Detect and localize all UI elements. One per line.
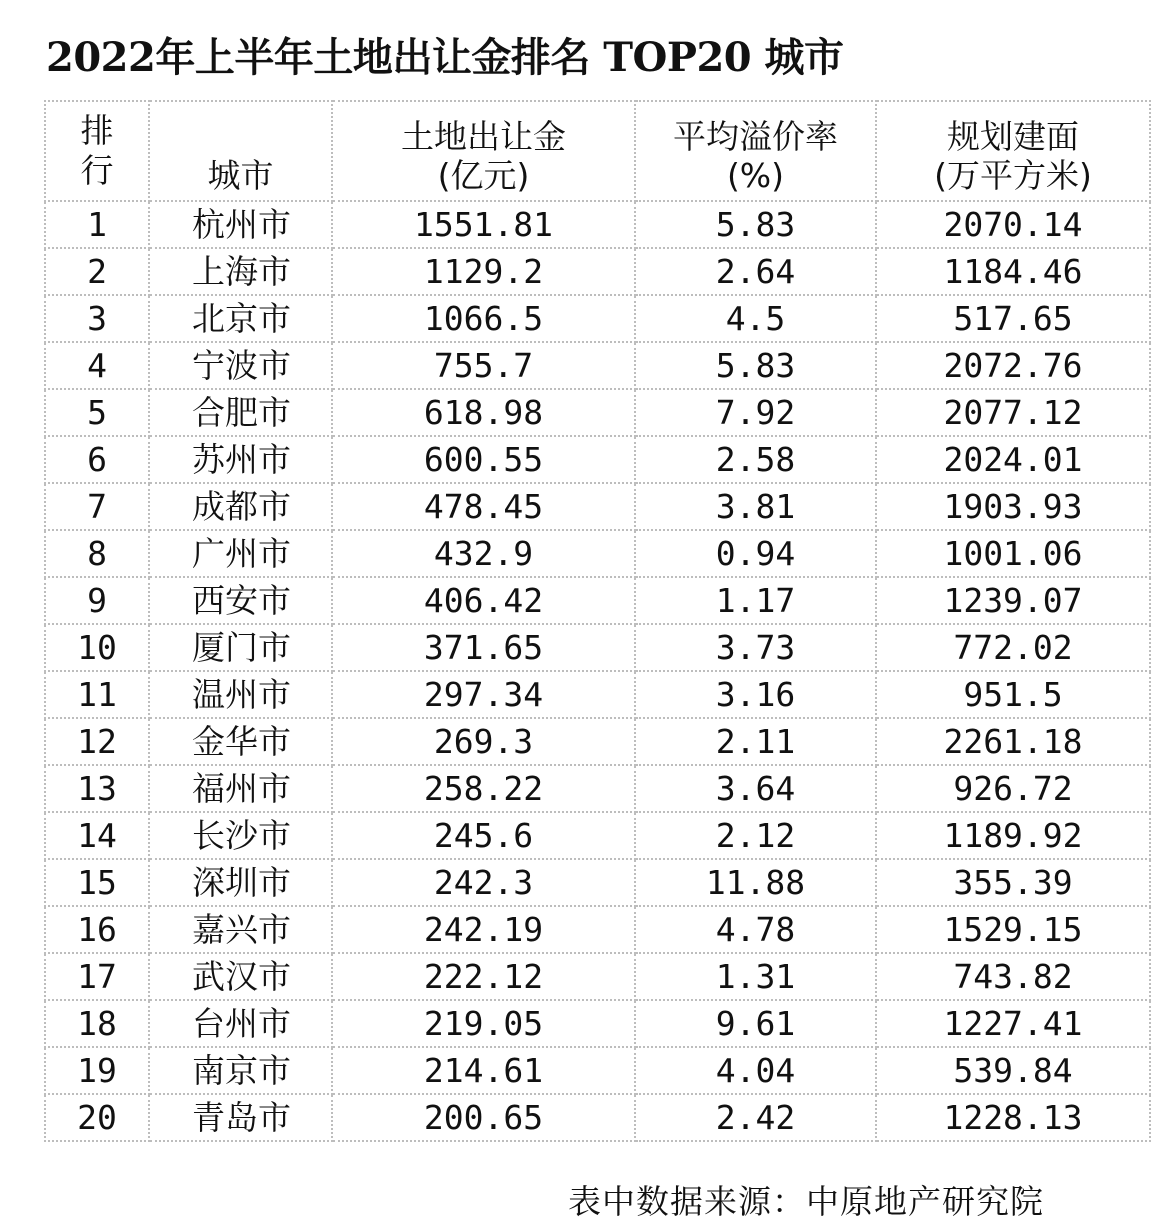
- cell-revenue: 245.6: [332, 812, 635, 859]
- cell-area: 2024.01: [876, 436, 1150, 483]
- cell-city: 合肥市: [149, 389, 332, 436]
- cell-revenue: 222.12: [332, 953, 635, 1000]
- cell-rank: 7: [45, 483, 149, 530]
- cell-rank: 15: [45, 859, 149, 906]
- cell-area: 2070.14: [876, 201, 1150, 248]
- header-area-line2: (万平方米): [934, 156, 1092, 196]
- cell-rank: 4: [45, 342, 149, 389]
- table-row: [45, 765, 1150, 812]
- cell-city: 成都市: [149, 483, 332, 530]
- cell-rank: 16: [45, 906, 149, 953]
- cell-area: 2072.76: [876, 342, 1150, 389]
- cell-city: 西安市: [149, 577, 332, 624]
- cell-premium: 1.31: [635, 953, 876, 1000]
- cell-rank: 10: [45, 624, 149, 671]
- cell-revenue: 1551.81: [332, 201, 635, 248]
- cell-rank: 12: [45, 718, 149, 765]
- cell-area: 1239.07: [876, 577, 1150, 624]
- cell-city: 台州市: [149, 1000, 332, 1047]
- cell-premium: 5.83: [635, 201, 876, 248]
- cell-premium: 2.64: [635, 248, 876, 295]
- header-premium: [635, 101, 876, 201]
- cell-city: 嘉兴市: [149, 906, 332, 953]
- cell-rank: 3: [45, 295, 149, 342]
- cell-area: 926.72: [876, 765, 1150, 812]
- cell-area: 1189.92: [876, 812, 1150, 859]
- ranking-table: [44, 100, 1151, 1142]
- cell-area: 1184.46: [876, 248, 1150, 295]
- header-rank: [45, 101, 149, 201]
- table-row: [45, 577, 1150, 624]
- cell-premium: 2.58: [635, 436, 876, 483]
- cell-revenue: 214.61: [332, 1047, 635, 1094]
- cell-area: 951.5: [876, 671, 1150, 718]
- cell-city: 福州市: [149, 765, 332, 812]
- table-row: [45, 1047, 1150, 1094]
- cell-rank: 8: [45, 530, 149, 577]
- cell-premium: 2.12: [635, 812, 876, 859]
- table-row: [45, 859, 1150, 906]
- cell-city: 上海市: [149, 248, 332, 295]
- cell-area: 355.39: [876, 859, 1150, 906]
- cell-area: 772.02: [876, 624, 1150, 671]
- cell-city: 宁波市: [149, 342, 332, 389]
- header-rank-line1: 排: [80, 111, 114, 151]
- cell-revenue: 242.3: [332, 859, 635, 906]
- table-row: [45, 671, 1150, 718]
- cell-premium: 3.81: [635, 483, 876, 530]
- cell-rank: 20: [45, 1094, 149, 1141]
- header-area: [876, 101, 1150, 201]
- table-row: [45, 624, 1150, 671]
- cell-revenue: 600.55: [332, 436, 635, 483]
- cell-revenue: 755.7: [332, 342, 635, 389]
- cell-rank: 1: [45, 201, 149, 248]
- cell-rank: 19: [45, 1047, 149, 1094]
- cell-premium: 3.73: [635, 624, 876, 671]
- cell-area: 539.84: [876, 1047, 1150, 1094]
- cell-revenue: 432.9: [332, 530, 635, 577]
- cell-rank: 9: [45, 577, 149, 624]
- cell-premium: 3.16: [635, 671, 876, 718]
- header-city: 城市: [149, 101, 332, 201]
- cell-area: 2077.12: [876, 389, 1150, 436]
- cell-premium: 0.94: [635, 530, 876, 577]
- header-revenue-line1: 土地出让金: [401, 116, 566, 156]
- cell-premium: 4.5: [635, 295, 876, 342]
- cell-area: 2261.18: [876, 718, 1150, 765]
- cell-rank: 11: [45, 671, 149, 718]
- cell-premium: 7.92: [635, 389, 876, 436]
- table-row: [45, 436, 1150, 483]
- cell-city: 武汉市: [149, 953, 332, 1000]
- cell-premium: 11.88: [635, 859, 876, 906]
- cell-revenue: 1066.5: [332, 295, 635, 342]
- cell-rank: 14: [45, 812, 149, 859]
- cell-revenue: 258.22: [332, 765, 635, 812]
- cell-area: 1228.13: [876, 1094, 1150, 1141]
- header-revenue-line2: (亿元): [437, 156, 530, 196]
- cell-rank: 18: [45, 1000, 149, 1047]
- cell-rank: 13: [45, 765, 149, 812]
- cell-city: 长沙市: [149, 812, 332, 859]
- cell-area: 743.82: [876, 953, 1150, 1000]
- cell-premium: 9.61: [635, 1000, 876, 1047]
- header-row: [45, 101, 1150, 201]
- table-row: [45, 389, 1150, 436]
- cell-city: 南京市: [149, 1047, 332, 1094]
- cell-revenue: 242.19: [332, 906, 635, 953]
- cell-rank: 6: [45, 436, 149, 483]
- cell-rank: 2: [45, 248, 149, 295]
- data-source-note: 表中数据来源：中原地产研究院: [568, 1182, 1044, 1221]
- table-row: [45, 718, 1150, 765]
- cell-city: 厦门市: [149, 624, 332, 671]
- cell-revenue: 269.3: [332, 718, 635, 765]
- cell-premium: 2.11: [635, 718, 876, 765]
- table-row: [45, 248, 1150, 295]
- table-row: [45, 295, 1150, 342]
- cell-city: 北京市: [149, 295, 332, 342]
- cell-revenue: 618.98: [332, 389, 635, 436]
- cell-city: 苏州市: [149, 436, 332, 483]
- cell-revenue: 200.65: [332, 1094, 635, 1141]
- cell-area: 1903.93: [876, 483, 1150, 530]
- cell-city: 广州市: [149, 530, 332, 577]
- header-area-line1: 规划建面: [947, 116, 1079, 156]
- cell-city: 温州市: [149, 671, 332, 718]
- cell-city: 杭州市: [149, 201, 332, 248]
- table-row: [45, 201, 1150, 248]
- cell-rank: 5: [45, 389, 149, 436]
- header-premium-line1: 平均溢价率: [673, 116, 838, 156]
- header-revenue: [332, 101, 635, 201]
- cell-premium: 3.64: [635, 765, 876, 812]
- table-row: [45, 530, 1150, 577]
- cell-premium: 2.42: [635, 1094, 876, 1141]
- cell-area: 1529.15: [876, 906, 1150, 953]
- cell-premium: 1.17: [635, 577, 876, 624]
- table-row: [45, 812, 1150, 859]
- table-row: [45, 906, 1150, 953]
- table-row: [45, 1000, 1150, 1047]
- table-row: [45, 953, 1150, 1000]
- cell-premium: 5.83: [635, 342, 876, 389]
- cell-revenue: 219.05: [332, 1000, 635, 1047]
- cell-city: 深圳市: [149, 859, 332, 906]
- cell-revenue: 371.65: [332, 624, 635, 671]
- cell-revenue: 406.42: [332, 577, 635, 624]
- cell-revenue: 297.34: [332, 671, 635, 718]
- table-row: [45, 1094, 1150, 1141]
- cell-premium: 4.78: [635, 906, 876, 953]
- table-row: [45, 342, 1150, 389]
- cell-area: 1227.41: [876, 1000, 1150, 1047]
- table-row: [45, 483, 1150, 530]
- cell-premium: 4.04: [635, 1047, 876, 1094]
- cell-revenue: 1129.2: [332, 248, 635, 295]
- cell-area: 517.65: [876, 295, 1150, 342]
- chart-title: 2022年上半年土地出让金排名 TOP20 城市: [46, 34, 844, 81]
- header-rank-line2: 行: [80, 151, 114, 190]
- cell-city: 青岛市: [149, 1094, 332, 1141]
- header-premium-line2: (%): [726, 156, 785, 196]
- cell-rank: 17: [45, 953, 149, 1000]
- cell-city: 金华市: [149, 718, 332, 765]
- cell-area: 1001.06: [876, 530, 1150, 577]
- cell-revenue: 478.45: [332, 483, 635, 530]
